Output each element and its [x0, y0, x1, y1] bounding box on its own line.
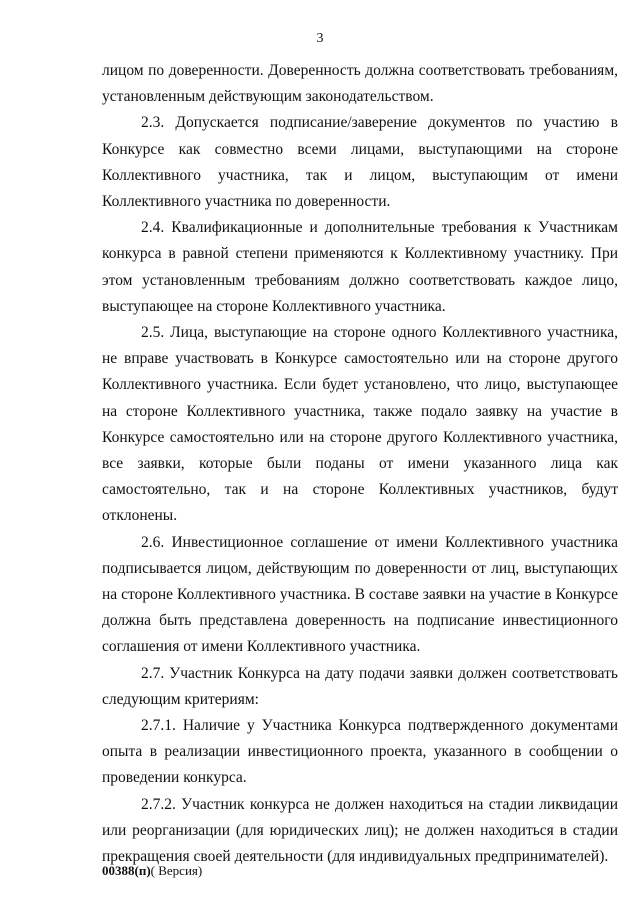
page-number: 3	[316, 31, 324, 46]
paragraph-2-7-1: 2.7.1. Наличие у Участника Конкурса подтвержденного документами опыта в реализации инвестиционного проекта, указанного в сообщении о проведении конкурса.	[102, 717, 618, 787]
footer	[102, 862, 202, 880]
paragraph-2-3: 2.3. Допускается подписание/заверение документов по участию в Конкурсе как совместно всеми лицами, выступающими на стороне Коллективного участника, так и лицом, выступающим от имени Коллективного участника по доверенности.	[102, 114, 618, 211]
paragraph-2-6: 2.6. Инвестиционное соглашение от имени Коллективного участника подписывается лицом, действующим по доверенности от лиц, выступающих на стороне Коллективного участника. В составе заявки на участие в Конкурсе должна быть представлена доверенность на подписание инвестиционного соглашения от имени Коллективного участника.	[102, 533, 618, 656]
paragraph-2-4: 2.4. Квалификационные и дополнительные требования к Участникам конкурса в равной степени применяются к Коллективному участнику. При этом установленным требованиям должно соответствовать каждое лицо, выступающее на стороне Коллективного участника.	[102, 219, 618, 315]
paragraph-2-7: 2.7. Участник Конкурса на дату подачи заявки должен соответствовать следующим критериям:	[102, 664, 618, 708]
paragraph-2-5: 2.5. Лица, выступающие на стороне одного Коллективного участника, не вправе участвовать в Конкурсе самостоятельно или на стороне другого Коллективного участника. Если будет установлено, что лицо, выступающее на стороне Коллективного участника, также подало заявку на участие в Конкурсе самостоятельно или на стороне другого Коллективного участника, все заявки, которые были поданы от имени указанного лица как самостоятельно, так и на стороне Коллективных участников, будут отклонены.	[102, 324, 618, 525]
paragraph-continuation: лицом по доверенности. Доверенность должна соответствовать требованиям, установленным действующим законодательством.	[102, 62, 618, 106]
footer-document-code: 00388(п)	[102, 863, 151, 878]
footer-version: ( Версия)	[150, 863, 203, 878]
paragraph-2-7-2: 2.7.2. Участник конкурса не должен находиться на стадии ликвидации или реорганизации (для юридических лиц); не должен находиться в стадии прекращения своей деятельности (для индивидуальных предпринимателей).	[102, 795, 618, 866]
document-body	[102, 58, 618, 870]
